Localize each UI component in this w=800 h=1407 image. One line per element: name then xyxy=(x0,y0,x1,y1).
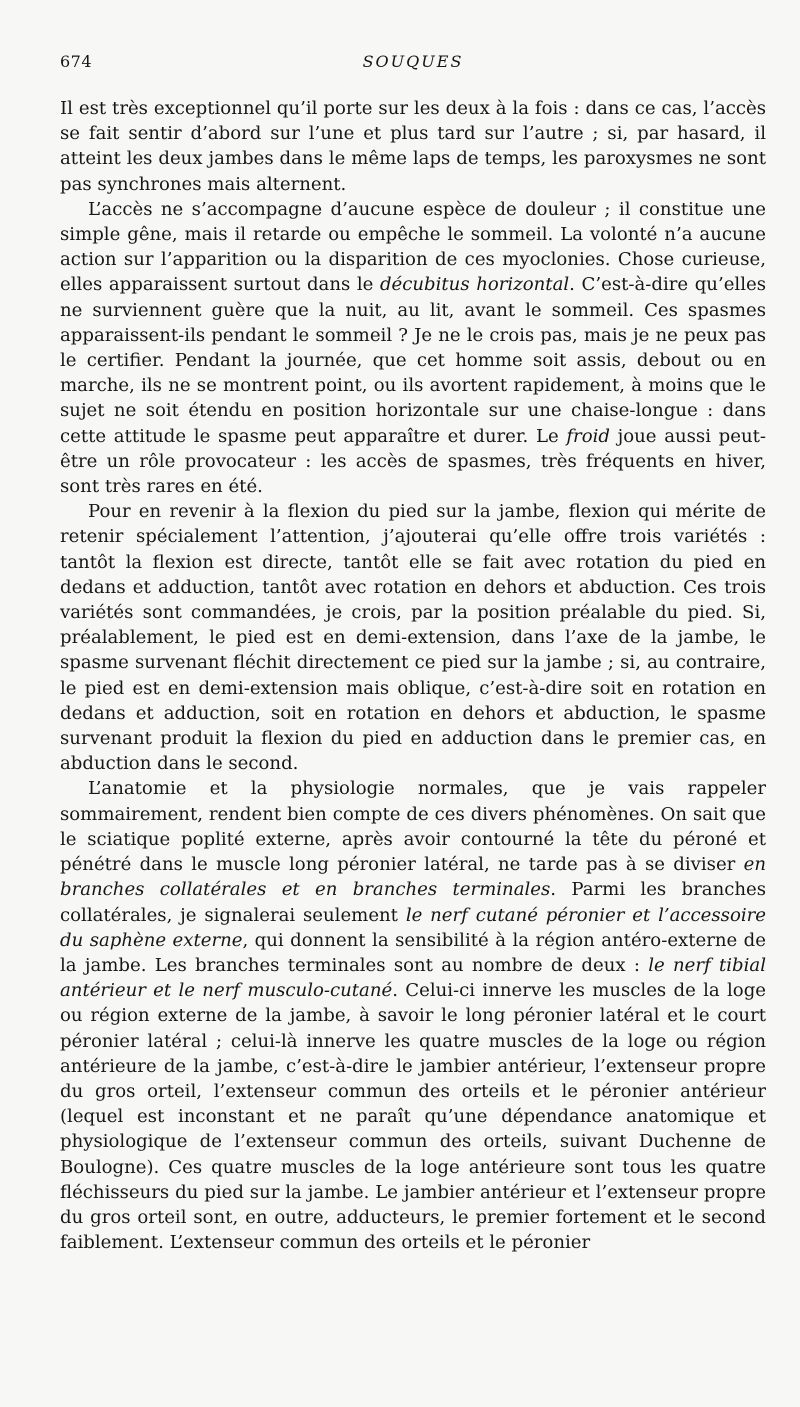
italic-term: le nerf tibial antérieur et le nerf musculo-cutané xyxy=(60,954,766,1002)
paragraph xyxy=(60,499,766,776)
italic-term: en branches collatérales et en branches terminales xyxy=(60,854,766,901)
italic-term: le nerf cutané péronier et l’accessoire du saphène externe xyxy=(60,904,766,951)
paragraph xyxy=(60,96,766,197)
text-segment: Pour en revenir à la flexion du pied sur la jambe, flexion qui mérite de retenir spécialement l’attention, j’ajouterai qu’elle offre trois variétés : tantôt la flexion est directe, tantôt elle se fait avec rotation du pied en dedans et adduction, tantôt avec rotation en dehors et abduction. Ces trois variétés sont commandées, je crois, par la position préalable du pied. Si, préalablement, le pied est en demi-extension, dans l’axe de la jambe, le spasme survenant fléchit directement ce pied sur la jambe ; si, au contraire, le pied est en demi-extension mais oblique, c’est-à-dire soit en rotation en dedans et adduction, soit en rotation en dehors et abduction, le spasme survenant produit la flexion du pied en adduction dans le premier cas, en abduction dans le second. xyxy=(60,501,766,775)
running-head xyxy=(60,52,766,80)
text-segment: L’accès ne s’accompagne d’aucune espèce de douleur ; il constitue une simple gêne, mais il retarde ou empêche le sommeil. La volonté n’a aucune action sur l’apparition ou la disparition de ces myoclonies. Chose curieuse, elles apparaissent surtout dans le xyxy=(60,198,766,296)
text-segment: Il est très exceptionnel qu’il porte sur les deux à la fois : dans ce cas, l’accès se fait sentir d’abord sur l’une et plus tard sur l’autre ; si, par hasard, il atteint les deux jambes dans le même laps de temps, les paroxysmes ne sont pas synchrones mais alternent. xyxy=(60,98,766,195)
paragraph xyxy=(60,197,766,499)
text-segment: L’anatomie et la physiologie normales, que je vais rappeler sommairement, rendent bien compte de ces divers phénomènes. On sait que le sciatique poplité externe, après avoir contourné la tête du péroné et pénétré dans le muscle long péronier latéral, ne tarde pas à se diviser xyxy=(60,778,766,876)
paragraph xyxy=(60,776,766,1255)
page-number: 674 xyxy=(60,52,93,71)
text-segment: joue aussi peut-être un rôle provocateur : les accès de spasmes, très fréquents en hiver, sont très rares en été. xyxy=(60,425,766,498)
text-segment: . Celui-ci innerve les muscles de la loge ou région externe de la jambe, à savoir le long péronier latéral et le court péronier latéral ; celui-là innerve les quatre muscles de la loge ou région antérieure de la jambe, c’est-à-dire le jambier antérieur, l’extenseur propre du gros orteil, l’extenseur commun des orteils et le péronier antérieur (lequel est inconstant et ne paraît qu’une dépendance anatomique et physiologique de l’extenseur commun des orteils, suivant Duchenne de Boulogne). Ces quatre muscles de la loge antérieure sont tous les quatre fléchisseurs du pied sur la jambe. Le jambier antérieur et l’extenseur propre du gros orteil sont, en outre, adducteurs, le premier fortement et le second faiblement. L’extenseur commun des orteils et le péronier xyxy=(60,980,766,1254)
text-segment: . Parmi les branches collatérales, je signalerai seulement xyxy=(60,879,766,926)
text-segment: , qui donnent la sensibilité à la région antéro-externe de la jambe. Les branches terminales sont au nombre de deux : xyxy=(60,929,766,976)
italic-term: décubitus horizontal xyxy=(379,274,570,296)
italic-term: froid xyxy=(566,425,610,447)
text-segment: . C’est-à-dire qu’elles ne surviennent guère que la nuit, au lit, avant le sommeil. Ces spasmes apparaissent-ils pendant le sommeil ? Je ne le crois pas, mais je ne peux pas le certifier. Pendant la journée, que cet homme soit assis, debout ou en marche, ils ne se montrent point, ou ils avortent rapidement, à moins que le sujet ne soit étendu en position horizontale sur une chaise-longue : dans cette attitude le spasme peut apparaître et durer. Le xyxy=(60,274,766,447)
running-title: SOUQUES xyxy=(362,52,464,71)
body-text xyxy=(60,96,766,1255)
